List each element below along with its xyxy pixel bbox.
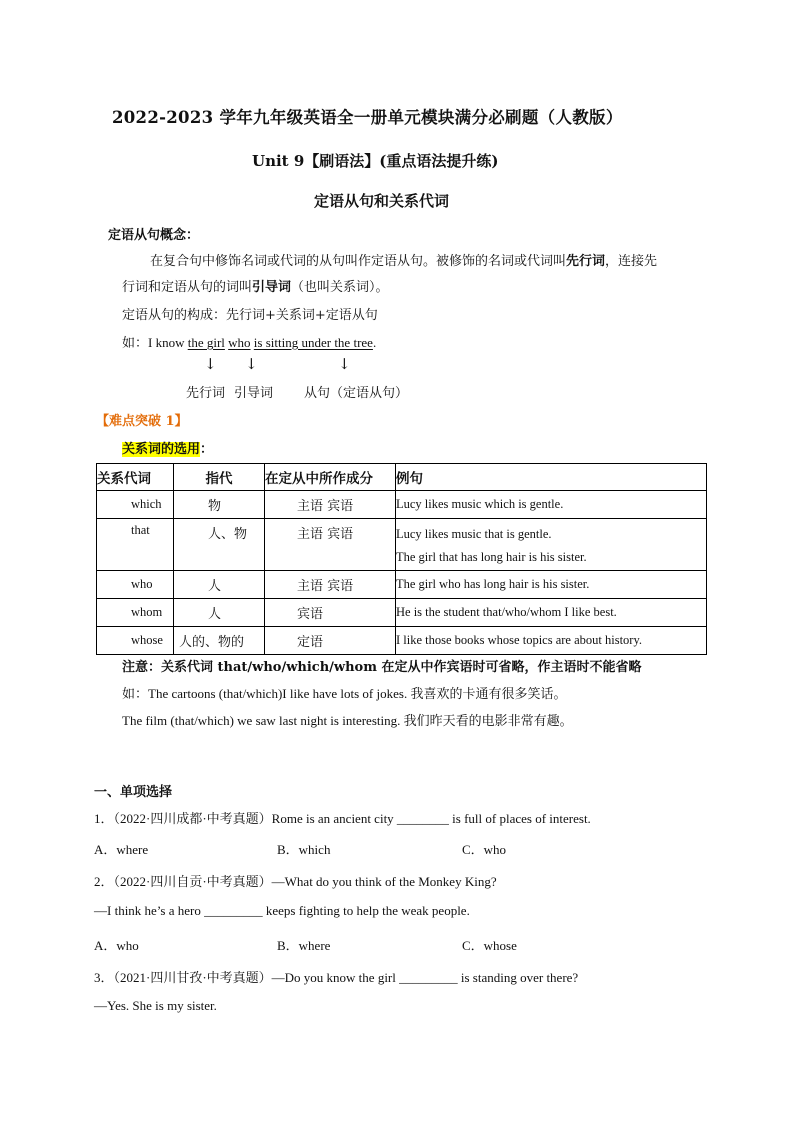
arrow-down-icon: ↓ xyxy=(204,355,217,373)
highlighted-heading: 关系词的选用 xyxy=(122,442,201,457)
option-b[interactable]: B．which xyxy=(277,842,331,857)
reference-cell: 人的、物的 xyxy=(174,627,265,655)
option-a[interactable]: A．who xyxy=(94,938,139,953)
example-clause: is sitting under the tree xyxy=(253,335,373,350)
question-stem: 3．（2021·四川甘孜·中考真题）—Do you know the girl _________ is standing over there? xyxy=(94,970,579,985)
table-row xyxy=(97,627,707,655)
structure-line: 定语从句的构成：先行词+关系词+定语从句 xyxy=(122,308,378,323)
relative-pronoun-table xyxy=(96,463,707,655)
question-line: —I think he’s a hero _________ keeps fighting to help the weak people. xyxy=(94,903,470,918)
header-cell: 在定从中所作成分 xyxy=(265,464,396,491)
label-antecedent: 先行词 xyxy=(186,386,226,401)
breakthrough-label: 【难点突破 1】 xyxy=(96,414,188,429)
label-clause: 从句（定语从句） xyxy=(304,386,409,401)
role-cell: 主语 宾语 xyxy=(265,491,396,519)
example-cell: He is the student that/who/whom I like best. xyxy=(396,599,707,627)
concept-paragraph-line2 xyxy=(122,276,389,295)
pronoun-cell: that xyxy=(97,519,174,571)
concept-paragraph-line1 xyxy=(150,250,657,269)
antecedent-term: 先行词 xyxy=(566,254,606,269)
heading-colon: ： xyxy=(200,442,214,457)
example-cell: The girl who has long hair is his sister. xyxy=(396,571,707,599)
table-row xyxy=(97,491,707,519)
question-stem: 1．（2022·四川成都·中考真题）Rome is an ancient city ________ is full of places of interest. xyxy=(94,811,591,826)
role-cell: 主语 宾语 xyxy=(265,571,396,599)
header-cell: 指代 xyxy=(174,464,265,491)
role-cell: 主语 宾语 xyxy=(265,519,396,571)
reference-cell: 人 xyxy=(174,599,265,627)
question-line: —Yes. She is my sister. xyxy=(94,998,217,1013)
table-row xyxy=(97,519,707,571)
example-cell xyxy=(396,519,707,571)
example-cell: Lucy likes music which is gentle. xyxy=(396,491,707,519)
example-line: The girl that has long hair is his sister. xyxy=(396,550,587,564)
concept-text: ，连接先 xyxy=(605,254,658,269)
header-cell: 例句 xyxy=(396,464,707,491)
pronoun-cell: which xyxy=(97,491,174,519)
role-cell: 宾语 xyxy=(265,599,396,627)
reference-cell: 人、物 xyxy=(174,519,265,571)
pronoun-cell: whom xyxy=(97,599,174,627)
note-example-1: 如：The cartoons (that/which)I like have lots of jokes. 我喜欢的卡通有很多笑话。 xyxy=(122,686,567,701)
concept-heading: 定语从句概念： xyxy=(108,228,200,243)
table-header-row xyxy=(97,464,707,491)
arrow-down-icon: ↓ xyxy=(338,355,351,373)
table-row xyxy=(97,599,707,627)
document-title: 2022-2023 学年九年级英语全一册单元模块满分必刷题（人教版） xyxy=(112,108,623,127)
label-relword: 引导词 xyxy=(234,386,274,401)
question-stem: 2．（2022·四川自贡·中考真题）—What do you think of the Monkey King? xyxy=(94,874,497,889)
relword-term: 引导词 xyxy=(252,280,292,295)
reference-cell: 物 xyxy=(174,491,265,519)
role-cell: 定语 xyxy=(265,627,396,655)
option-c[interactable]: C．whose xyxy=(462,938,517,953)
option-a[interactable]: A．where xyxy=(94,842,149,857)
example-cell: I like those books whose topics are about history. xyxy=(396,627,707,655)
concept-text: 行词和定语从句的词叫 xyxy=(122,280,253,295)
option-b[interactable]: B．where xyxy=(277,938,331,953)
topic-title: 定语从句和关系代词 xyxy=(314,192,450,210)
note-example-2: The film (that/which) we saw last night is interesting. 我们昨天看的电影非常有趣。 xyxy=(122,713,573,728)
concept-text: 在复合句中修饰名词或代词的从句叫作定语从句。被修饰的名词或代词叫 xyxy=(150,254,567,269)
reference-cell: 人 xyxy=(174,571,265,599)
concept-text: （也叫关系词）。 xyxy=(291,280,389,295)
example-prefix: 如：I know xyxy=(122,335,188,350)
document-subtitle: Unit 9【刷语法】(重点语法提升练) xyxy=(252,152,499,170)
option-c[interactable]: C．who xyxy=(462,842,507,857)
header-cell: 关系代词 xyxy=(97,464,174,491)
example-line: Lucy likes music that is gentle. xyxy=(396,527,552,541)
pronoun-cell: whose xyxy=(97,627,174,655)
example-sentence xyxy=(122,332,376,351)
breakthrough-heading xyxy=(122,438,213,457)
example-end: . xyxy=(372,335,377,350)
pronoun-cell: who xyxy=(97,571,174,599)
arrow-down-icon: ↓ xyxy=(245,355,258,373)
note-text: 注意：关系代词 that/who/which/whom 在定从中作宾语时可省略，作主语时不能省略 xyxy=(122,660,642,675)
example-antecedent: the girl xyxy=(187,335,225,350)
section-heading: 一、单项选择 xyxy=(94,785,173,800)
example-relword: who xyxy=(228,335,251,350)
table-row xyxy=(97,571,707,599)
